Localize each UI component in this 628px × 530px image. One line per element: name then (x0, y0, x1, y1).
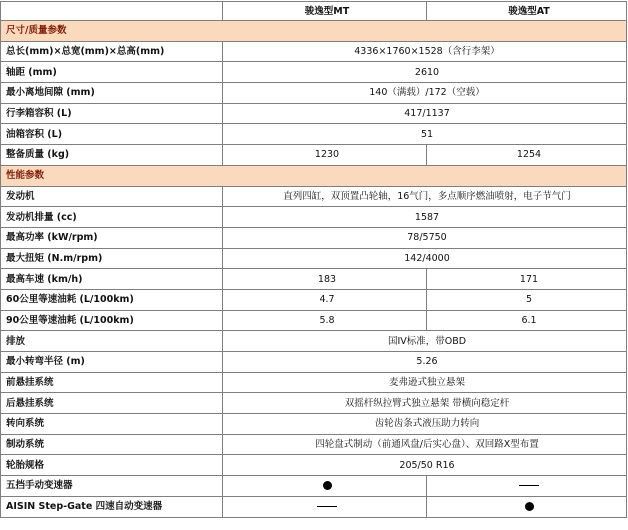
table-row (1, 434, 627, 455)
row-value: 4336×1760×1528（含行李架） (223, 41, 627, 62)
row-label: 排放 (1, 331, 223, 352)
table-row (1, 207, 627, 228)
row-label: 制动系统 (1, 434, 223, 455)
row-value-mt: 4.7 (223, 289, 427, 310)
table-row (1, 496, 627, 517)
section-title-dimensions: 尺寸/质量参数 (1, 21, 627, 42)
table-row (1, 331, 627, 352)
table-row (1, 62, 627, 83)
row-label: 最小转弯半径 (m) (1, 352, 223, 373)
row-label: 行李箱容积 (L) (1, 103, 223, 124)
row-value: 直列四缸，双顶置凸轮轴，16气门，多点顺序燃油喷射，电子节气门 (223, 186, 627, 207)
row-value: 140（满载）/172（空载） (223, 83, 627, 104)
row-value: 齿轮齿条式液压助力转向 (223, 414, 627, 435)
dash-icon (519, 485, 539, 486)
row-cell-mt (223, 476, 427, 497)
table-row (1, 83, 627, 104)
table-row (1, 186, 627, 207)
row-value-at: 6.1 (427, 310, 627, 331)
filled-dot-icon (525, 502, 534, 511)
row-label: 最高车速 (km/h) (1, 269, 223, 290)
row-value-at: 1254 (427, 145, 627, 166)
table-row (1, 310, 627, 331)
header-blank-cell (1, 2, 223, 21)
row-value: 51 (223, 124, 627, 145)
row-label: 前悬挂系统 (1, 372, 223, 393)
row-label: 60公里等速油耗 (L/100km) (1, 289, 223, 310)
row-value: 5.26 (223, 352, 627, 373)
table-row (1, 289, 627, 310)
row-label: 最小离地间隙 (mm) (1, 83, 223, 104)
table-row (1, 269, 627, 290)
row-value: 麦弗逊式独立悬架 (223, 372, 627, 393)
table-row (1, 414, 627, 435)
table-row (1, 352, 627, 373)
row-value-mt: 1230 (223, 145, 427, 166)
table-row (1, 41, 627, 62)
row-label: 最大扭矩 (N.m/rpm) (1, 248, 223, 269)
table-row (1, 103, 627, 124)
row-value-mt: 5.8 (223, 310, 427, 331)
row-label: 轴距 (mm) (1, 62, 223, 83)
table-row (1, 476, 627, 497)
row-label: 整备质量 (kg) (1, 145, 223, 166)
section-row-performance (1, 165, 627, 186)
table-row (1, 227, 627, 248)
table-row (1, 393, 627, 414)
row-label: AISIN Step-Gate 四速自动变速器 (1, 496, 223, 517)
row-label: 转向系统 (1, 414, 223, 435)
row-value: 1587 (223, 207, 627, 228)
row-value: 417/1137 (223, 103, 627, 124)
row-label: 发动机 (1, 186, 223, 207)
row-label: 油箱容积 (L) (1, 124, 223, 145)
row-label: 总长(mm)×总宽(mm)×总高(mm) (1, 41, 223, 62)
row-label: 最高功率 (kW/rpm) (1, 227, 223, 248)
row-value: 205/50 R16 (223, 455, 627, 476)
row-label: 90公里等速油耗 (L/100km) (1, 310, 223, 331)
spec-table (0, 1, 627, 518)
section-row-dimensions (1, 21, 627, 42)
row-value: 78/5750 (223, 227, 627, 248)
row-cell-mt (223, 496, 427, 517)
row-value: 双摇杆纵拉臂式独立悬架 带横向稳定杆 (223, 393, 627, 414)
table-row (1, 248, 627, 269)
row-value-at: 171 (427, 269, 627, 290)
row-value-mt: 183 (223, 269, 427, 290)
row-label: 后悬挂系统 (1, 393, 223, 414)
row-value: 142/4000 (223, 248, 627, 269)
table-row (1, 124, 627, 145)
header-model-at: 骏逸型AT (427, 2, 627, 21)
row-label: 发动机排量 (cc) (1, 207, 223, 228)
row-label: 轮胎规格 (1, 455, 223, 476)
row-value: 2610 (223, 62, 627, 83)
header-row (1, 2, 627, 21)
table-row (1, 372, 627, 393)
row-label: 五挡手动变速器 (1, 476, 223, 497)
row-cell-at (427, 476, 627, 497)
table-row (1, 145, 627, 166)
table-row (1, 455, 627, 476)
dash-icon (317, 506, 337, 507)
filled-dot-icon (323, 481, 332, 490)
row-cell-at (427, 496, 627, 517)
section-title-performance: 性能参数 (1, 165, 627, 186)
row-value: 四轮盘式制动（前通风盘/后实心盘）、双回路X型布置 (223, 434, 627, 455)
row-value-at: 5 (427, 289, 627, 310)
header-model-mt: 骏逸型MT (223, 2, 427, 21)
row-value: 国IV标准，带OBD (223, 331, 627, 352)
